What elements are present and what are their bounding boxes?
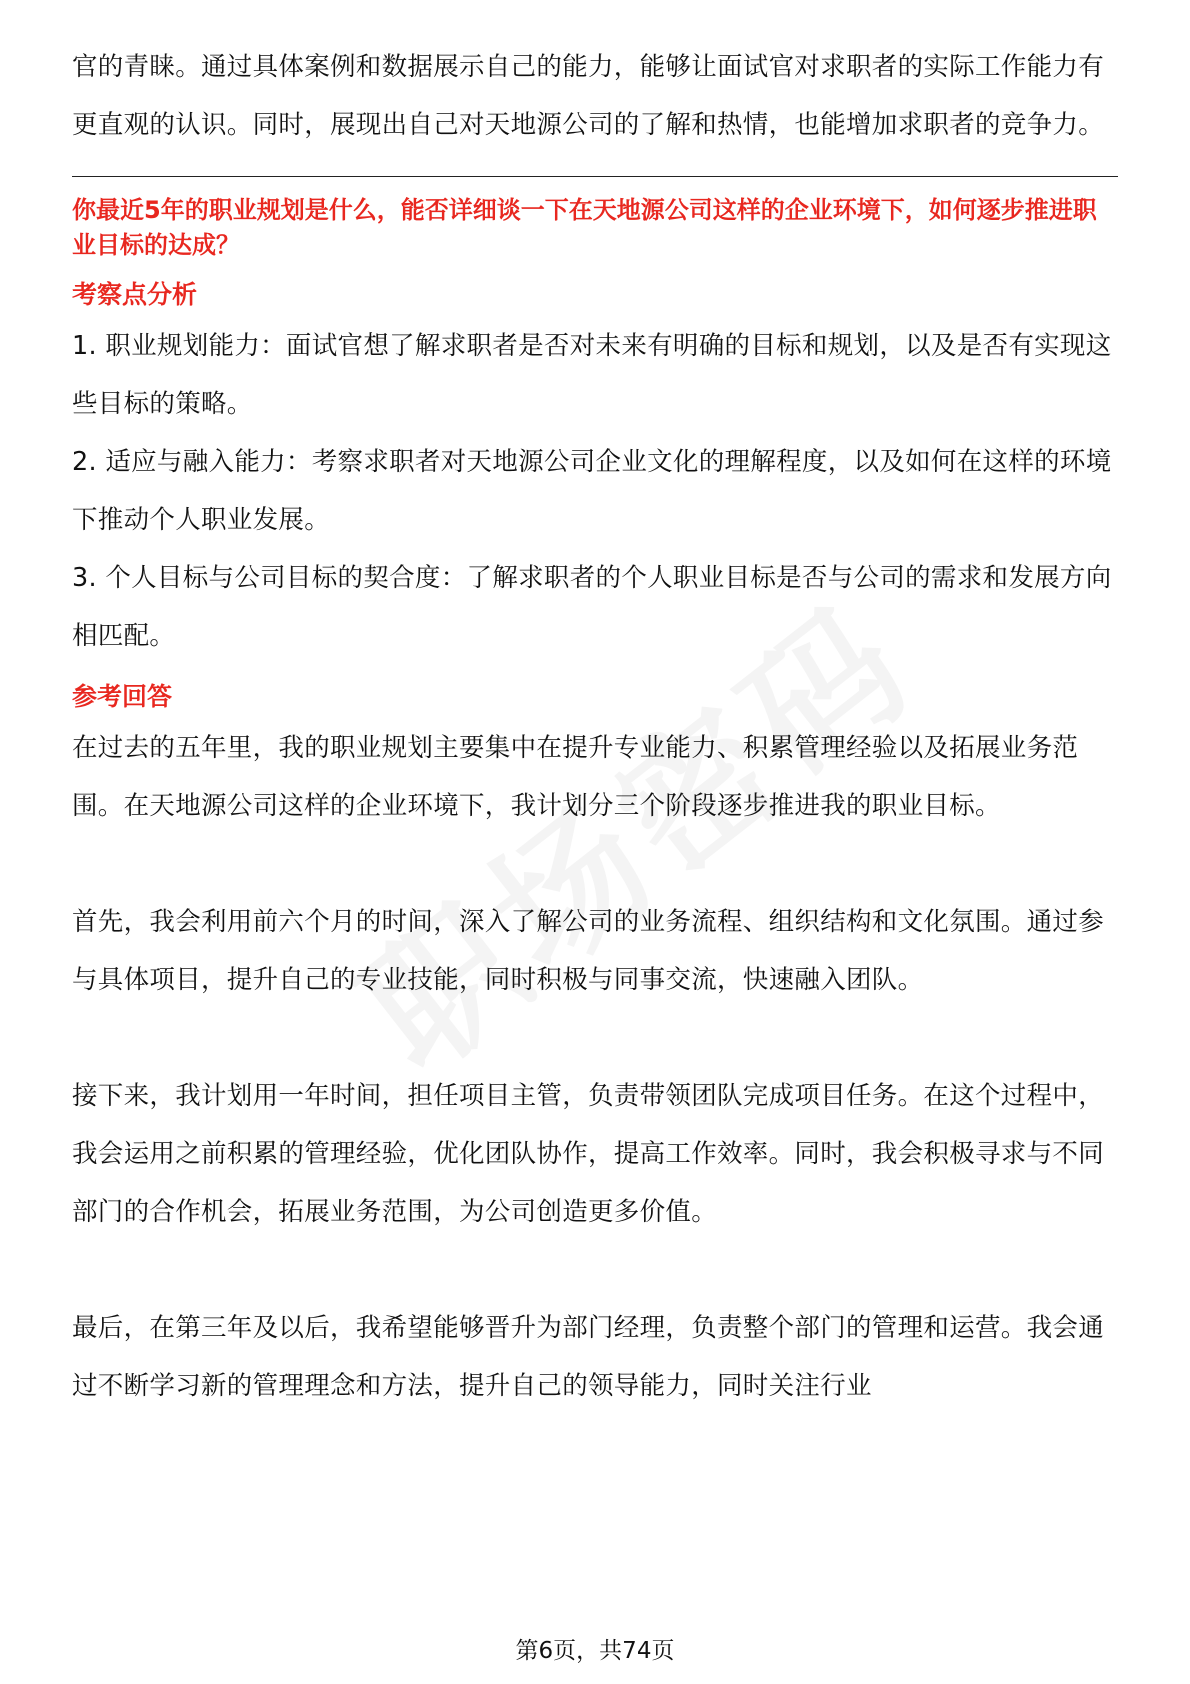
page-content xyxy=(72,38,1118,1415)
answer-paragraph: 最后，在第三年及以后，我希望能够晋升为部门经理，负责整个部门的管理和运营。我会通过不断学习新的管理理念和方法，提升自己的领导能力，同时关注行业 xyxy=(72,1313,1105,1401)
analysis-title: 考察点分析 xyxy=(72,280,198,309)
page-number: 第6页，共74页 xyxy=(515,1638,675,1664)
answer-paragraph: 在过去的五年里，我的职业规划主要集中在提升专业能力、积累管理经验以及拓展业务范围。在天地源公司这样的企业环境下，我计划分三个阶段逐步推进我的职业目标。 xyxy=(72,733,1079,821)
analysis-item: 3. 个人目标与公司目标的契合度：了解求职者的个人职业目标是否与公司的需求和发展方向相匹配。 xyxy=(72,563,1112,651)
analysis-item: 1. 职业规划能力：面试官想了解求职者是否对未来有明确的目标和规划，以及是否有实现这些目标的策略。 xyxy=(72,331,1112,419)
paragraph-gap xyxy=(72,835,1118,893)
intro-paragraph: 官的青睐。通过具体案例和数据展示自己的能力，能够让面试官对求职者的实际工作能力有更直观的认识。同时，展现出自己对天地源公司的了解和热情，也能增加求职者的竞争力。 xyxy=(72,52,1105,140)
divider xyxy=(72,176,1118,177)
question-heading: 你最近5年的职业规划是什么，能否详细谈一下在天地源公司这样的企业环境下，如何逐步推进职业目标的达成？ xyxy=(72,196,1097,259)
analysis-item: 2. 适应与融入能力：考察求职者对天地源公司企业文化的理解程度，以及如何在这样的环境下推动个人职业发展。 xyxy=(72,447,1112,535)
answer-paragraph: 接下来，我计划用一年时间，担任项目主管，负责带领团队完成项目任务。在这个过程中，我会运用之前积累的管理经验，优化团队协作，提高工作效率。同时，我会积极寻求与不同部门的合作机会，拓展业务范围，为公司创造更多价值。 xyxy=(72,1081,1105,1227)
paragraph-gap xyxy=(72,1009,1118,1067)
answer-paragraph: 首先，我会利用前六个月的时间，深入了解公司的业务流程、组织结构和文化氛围。通过参与具体项目，提升自己的专业技能，同时积极与同事交流，快速融入团队。 xyxy=(72,907,1105,995)
paragraph-gap xyxy=(72,1241,1118,1299)
answer-title: 参考回答 xyxy=(72,682,173,711)
